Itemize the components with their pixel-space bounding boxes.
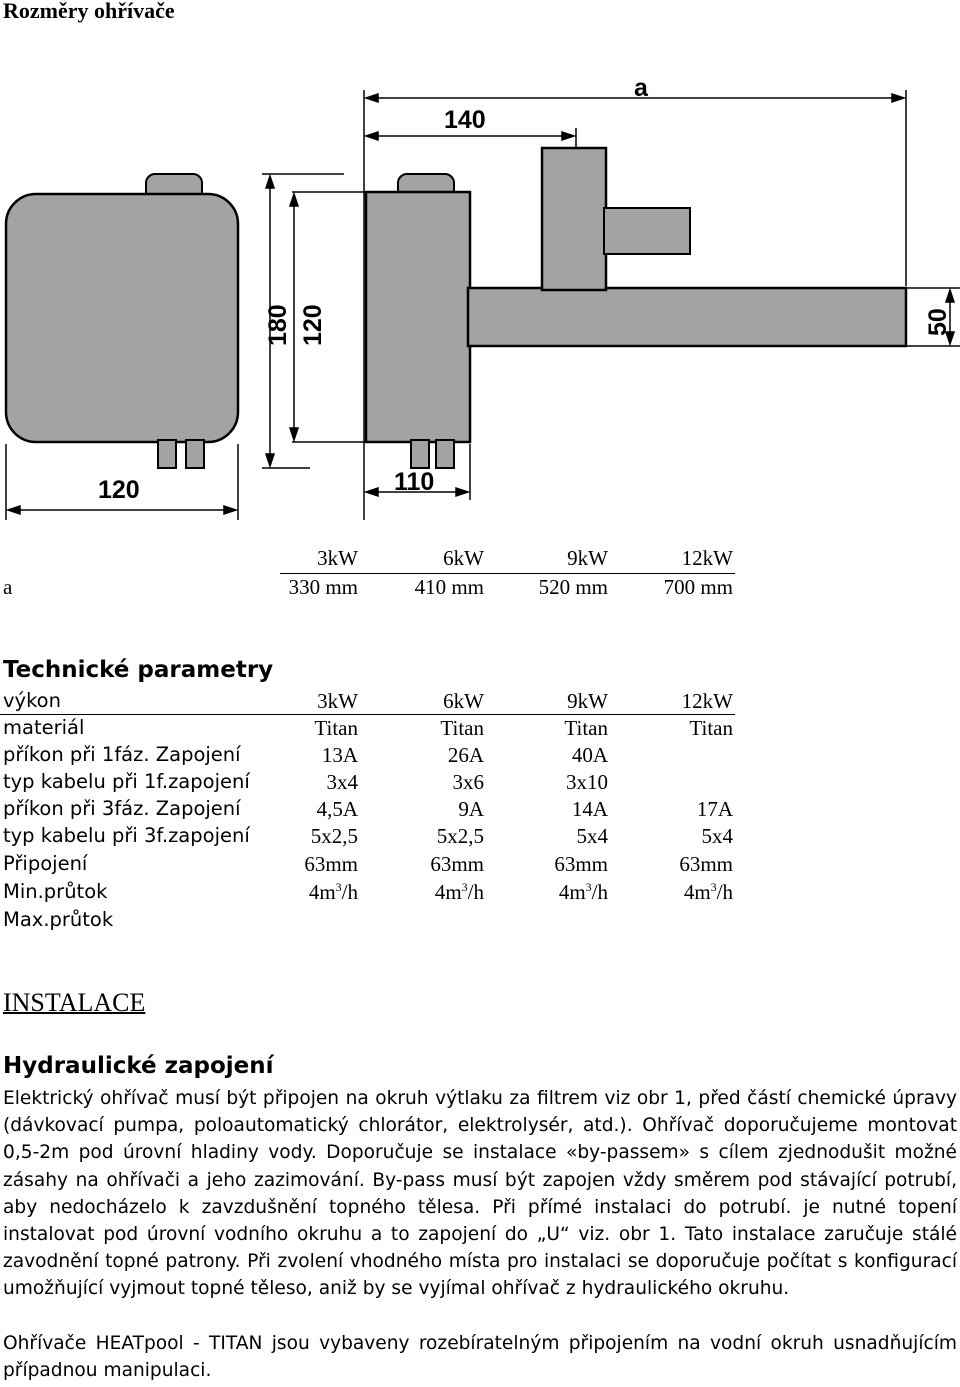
size-header-cell: 12kW — [681, 546, 733, 570]
dim-120-horizontal-label: 120 — [98, 476, 140, 504]
tech-cell: 63mm — [679, 852, 733, 876]
dim-a-label: a — [634, 74, 648, 102]
size-header-cell: 3kW — [317, 546, 358, 570]
installation-paragraph: Elektrický ohřívač musí být připojen na okruh výtlaku za filtrem viz obr 1, před částí chemické úpravy (dávkovací pumpa, poloautomatický chlorátor, elektrolysér, atd.). Ohřívač doporučujeme montovat 0,5-2m pod úrovní hladiny vody. Doporučuje se instalace «by-passem» s cílem zjednodušit možné zásahy na ohřívači a jeho zazimování. By-pass musí být zapojen vždy směrem pod stávající potrubí, aby nedocházelo k zavzdušnění topného tělesa. Při přímé instalaci do potrubí. je nutné topení instalovat pod úrovní vodního okruhu a to zapojení do „U“ viz. obr 1. Tato instalace zaručuje stálé zavodnění topné patrony. Při zvolení vhodného místa pro instalaci se doporučuje počítat s konfigurací umožňující vyjmout topné těleso, aniž by se vyjímal ohřívač z hydraulického okruhu. — [3, 1088, 957, 1300]
tech-row-label: materiál — [3, 716, 85, 739]
heater-dimension-drawing — [0, 60, 960, 520]
tech-cell: Titan — [689, 716, 733, 740]
size-row-label: a — [3, 575, 13, 599]
page-title: Rozměry ohřívače — [3, 0, 175, 23]
size-table-rule — [280, 573, 735, 574]
tech-table-rule — [0, 714, 735, 715]
dim-120-vertical-label: 120 — [299, 304, 327, 346]
tech-cell: 5x2,5 — [310, 824, 358, 848]
installation-heading: INSTALACE — [3, 988, 146, 1017]
tech-cell: 63mm — [554, 852, 608, 876]
tech-row-label: typ kabelu při 1f.zapojení — [3, 770, 250, 793]
tech-cell: 5x2,5 — [436, 824, 484, 848]
tech-row-max-flow — [0, 908, 960, 935]
tech-cell: 63mm — [304, 852, 358, 876]
tech-cell: 4,5A — [316, 797, 358, 821]
tech-cell: 63mm — [430, 852, 484, 876]
tech-row-label: výkon — [3, 689, 61, 712]
size-header-cell: 6kW — [443, 546, 484, 570]
tech-cell: Titan — [564, 716, 608, 740]
dim-140-label: 140 — [444, 106, 486, 134]
tech-row — [0, 797, 960, 824]
tech-cell: 40A — [571, 743, 608, 767]
tech-cell: 9A — [458, 797, 484, 821]
size-cell: 410 mm — [414, 575, 484, 599]
tech-row — [0, 770, 960, 797]
tech-cell: Titan — [314, 716, 358, 740]
size-table-row — [0, 575, 960, 602]
tech-row — [0, 852, 960, 879]
tech-cell: 14A — [571, 797, 608, 821]
tech-params-title: Technické parametry — [3, 657, 274, 683]
tech-row-label: Min.průtok — [3, 880, 108, 903]
tech-row-label: Připojení — [3, 852, 88, 875]
tech-row — [0, 743, 960, 770]
heater-front-view — [6, 174, 238, 468]
tech-cell: 9kW — [567, 689, 608, 713]
tech-row-label: příkon při 3fáz. Zapojení — [3, 797, 241, 820]
tech-row-label: typ kabelu při 3f.zapojení — [3, 824, 250, 847]
size-cell: 520 mm — [538, 575, 608, 599]
tech-cell: 3x10 — [566, 770, 608, 794]
tech-row — [0, 689, 960, 716]
installation-paragraph: Ohřívače HEATpool - TITAN jsou vybaveny rozebíratelným připojením na vodní okruh usnadňujícím případnou manipulaci. — [3, 1333, 957, 1382]
tech-cell: 3kW — [317, 689, 358, 713]
tech-cell: 6kW — [443, 689, 484, 713]
tech-row-min-flow — [0, 880, 960, 907]
tech-row-label: Max.průtok — [3, 908, 114, 931]
dim-50-label: 50 — [924, 308, 952, 336]
dim-180-label: 180 — [264, 304, 292, 346]
tech-cell: $4m^3/h$ — [558, 880, 608, 904]
tech-cell: $4m^3/h$ — [434, 880, 484, 904]
tech-row-label: příkon při 1fáz. Zapojení — [3, 743, 241, 766]
tech-cell: 5x4 — [701, 824, 733, 848]
tech-cell: 3x4 — [326, 770, 358, 794]
tech-cell: 5x4 — [576, 824, 608, 848]
size-cell: 700 mm — [663, 575, 733, 599]
tech-cell: 12kW — [681, 689, 733, 713]
dim-110-label: 110 — [394, 468, 435, 496]
hydraulic-section-title: Hydraulické zapojení — [3, 1053, 274, 1079]
tech-cell: $4m^3/h$ — [683, 880, 733, 904]
tech-cell: 13A — [321, 743, 358, 767]
tech-cell: $4m^3/h$ — [308, 880, 358, 904]
size-table-header — [0, 546, 960, 573]
size-header-cell: 9kW — [567, 546, 608, 570]
tech-row — [0, 824, 960, 851]
tech-cell: 26A — [447, 743, 484, 767]
tech-cell: 17A — [696, 797, 733, 821]
tech-cell: Titan — [440, 716, 484, 740]
heater-side-view — [366, 148, 906, 468]
tech-row — [0, 716, 960, 743]
tech-cell: 3x6 — [452, 770, 484, 794]
size-cell: 330 mm — [288, 575, 358, 599]
